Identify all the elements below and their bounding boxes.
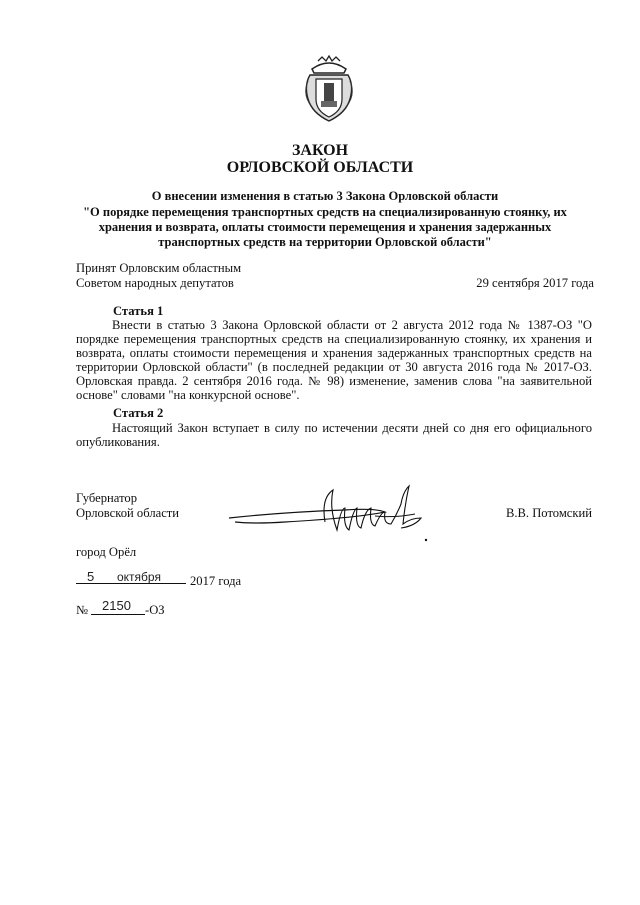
subject-line-2: "О порядке перемещения транспортных средств на специализированную стоянку, их: [83, 205, 567, 219]
signatory-position-1: Губернатор: [76, 491, 137, 505]
adoption-line-2: Советом народных депутатов: [76, 276, 234, 290]
city: город Орёл: [76, 545, 137, 559]
coat-of-arms-emblem: [304, 55, 354, 123]
subject-line-3: хранения и возврата, оплаты стоимости перемещения и хранения задержанных: [98, 220, 552, 234]
date-year: 2017 года: [190, 574, 242, 588]
number-suffix: -ОЗ: [145, 603, 165, 617]
article-1-heading: Статья 1: [113, 304, 164, 318]
date-month: октября: [117, 570, 161, 584]
article-2-text: Настоящий Закон вступает в силу по истечении десяти дней со дня его официального опубликования.: [76, 421, 592, 449]
date-day: 5: [87, 569, 95, 584]
signatory-position-2: Орловской области: [76, 506, 180, 520]
adoption-line-1: Принят Орловским областным: [76, 261, 242, 275]
number-prefix: №: [76, 603, 89, 617]
handwritten-signature: [225, 478, 440, 548]
article-2-heading: Статья 2: [113, 406, 164, 420]
adoption-date: 29 сентября 2017 года: [476, 276, 594, 290]
article-1-text: Внести в статью 3 Закона Орловской области от 2 августа 2012 года № 1387-ОЗ "О порядке перемещения транспортных средств на специализированную стоянку, их хранения и возврата, оплаты стоимости перемещения и хранения задержанных транспортных средств на территории Орловской области" (в последней редакции от 30 августа 2016 года № 2017-ОЗ. Орловская правда. 2 сентября 2016 года. № 98) изменение, заменив слова "на заявительной основе" словами "на конкурсной основе".: [76, 318, 592, 402]
subject-line-4: транспортных средств на территории Орловской области": [158, 235, 492, 249]
region-title: ОРЛОВСКОЙ ОБЛАСТИ: [226, 159, 414, 176]
law-number: 2150: [102, 598, 131, 613]
signatory-name: В.В. Потомский: [505, 506, 592, 520]
law-title: ЗАКОН: [291, 142, 349, 159]
subject-line-1: О внесении изменения в статью 3 Закона Орловской области: [151, 189, 499, 203]
number-underline: [91, 614, 145, 615]
